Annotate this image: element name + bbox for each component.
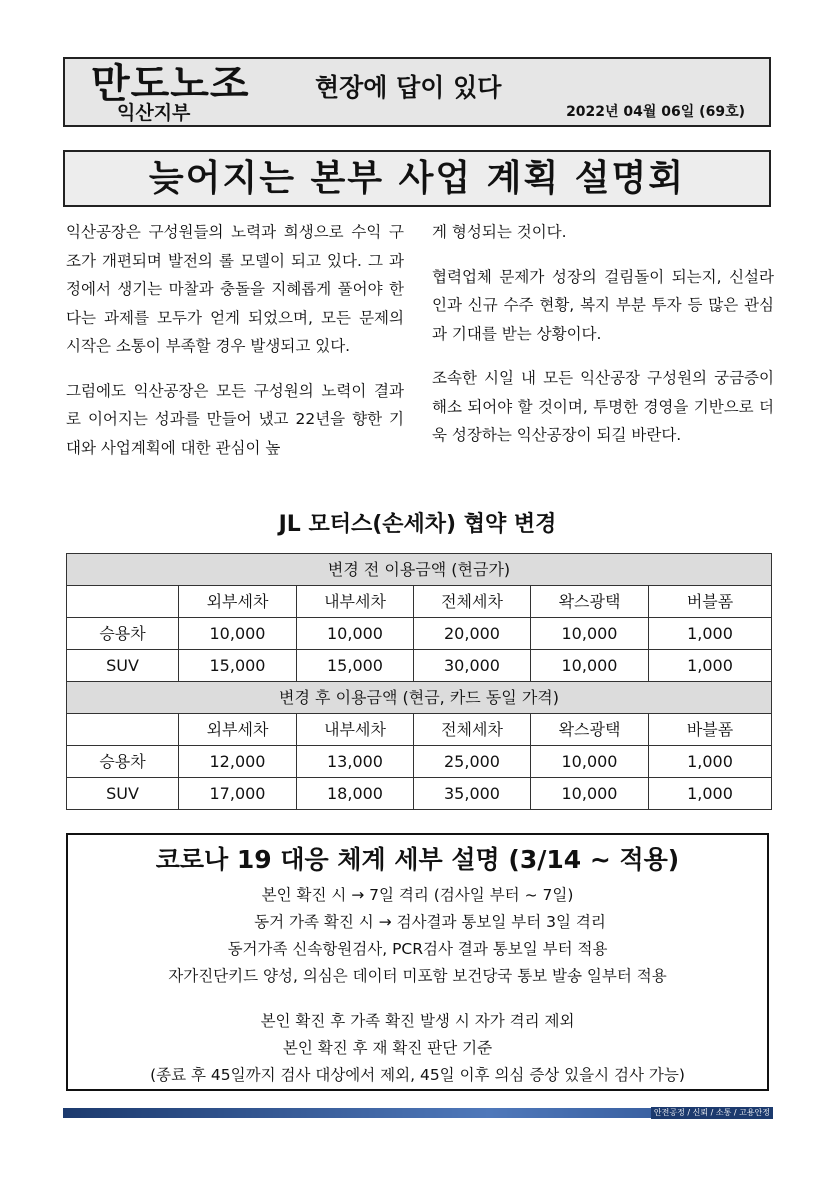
article-column-left [66, 218, 404, 478]
before-caption: 변경 전 이용금액 (현금가) [67, 554, 772, 586]
table-cell: 10,000 [531, 746, 649, 778]
corona-line: 동거 가족 확진 시 → 검사결과 통보일 부터 3일 격리 [254, 913, 606, 931]
table-cell: SUV [67, 778, 179, 810]
table-cell: 승용차 [67, 746, 179, 778]
table-cell: 10,000 [297, 618, 414, 650]
corona-line: 동거가족 신속항원검사, PCR검사 결과 통보일 부터 적용 [227, 940, 608, 958]
article-column-right [432, 218, 774, 466]
branch-name: 익산지부 [117, 102, 191, 124]
table-cell: 1,000 [649, 778, 772, 810]
table-cell: 10,000 [179, 618, 297, 650]
table-header-row [67, 714, 772, 746]
table-cell: 1,000 [649, 618, 772, 650]
table-cell: 12,000 [179, 746, 297, 778]
table-cell: 35,000 [414, 778, 531, 810]
corona-line: 본인 확진 후 재 확진 판단 기준 [282, 1039, 493, 1057]
article-paragraph: 그럼에도 익산공장은 모든 구성원의 노력이 결과로 이어지는 성과를 만들어 냈고 22년을 향한 기대와 사업계획에 대한 관심이 높 [66, 381, 404, 457]
table-cell: 10,000 [531, 650, 649, 682]
table-row [67, 778, 772, 810]
header-cell: 전체세차 [414, 586, 531, 618]
table-row [67, 650, 772, 682]
table-cell: 17,000 [179, 778, 297, 810]
union-name: 만도노조 [91, 61, 250, 107]
headline: 늦어지는 본부 사업 계획 설명회 [63, 150, 771, 207]
table-cell: 10,000 [531, 778, 649, 810]
masthead [63, 57, 771, 127]
header-cell: 왁스광택 [531, 714, 649, 746]
footer-motto: 안전공정 / 신뢰 / 소통 / 고용안정 [651, 1107, 773, 1119]
table-cell: 승용차 [67, 618, 179, 650]
table-cell: SUV [67, 650, 179, 682]
table-cell: 15,000 [297, 650, 414, 682]
header-cell: 내부세차 [297, 586, 414, 618]
table-section-title: JL 모터스(손세차) 협약 변경 [278, 512, 557, 537]
issue-date: 2022년 04월 06일 (69호) [566, 104, 745, 120]
table-cell: 1,000 [649, 746, 772, 778]
header-cell: 외부세차 [179, 714, 297, 746]
table-cell: 18,000 [297, 778, 414, 810]
corona-line: 자가진단키드 양성, 의심은 데이터 미포함 보건당국 통보 발송 일부터 적용 [168, 967, 667, 985]
header-cell [67, 586, 179, 618]
header-cell: 전체세차 [414, 714, 531, 746]
header-cell: 바블폼 [649, 714, 772, 746]
corona-line: 본인 확진 후 가족 확진 발생 시 자가 격리 제외 [260, 1012, 575, 1030]
slogan: 현장에 답이 있다 [315, 73, 502, 102]
header-cell: 내부세차 [297, 714, 414, 746]
table-cell: 20,000 [414, 618, 531, 650]
table-cell: 15,000 [179, 650, 297, 682]
corona-title: 코로나 19 대응 체계 세부 설명 (3/14 ~ 적용) [155, 845, 680, 874]
table-header-row [67, 586, 772, 618]
table-row [67, 746, 772, 778]
article-paragraph: 익산공장은 구성원들의 노력과 희생으로 수익 구조가 개편되며 발전의 롤 모델이 되고 있다. 그 과정에서 생기는 마찰과 충돌을 지혜롭게 풀어야 한다는 과제를 모두가 얻게 되었으며, 모든 문제의 시작은 소통이 부족할 경우 발생되고 있다. [66, 223, 404, 355]
table-cell: 25,000 [414, 746, 531, 778]
table-band-row [67, 682, 772, 714]
table-band-row [67, 554, 772, 586]
corona-line: (종료 후 45일까지 검사 대상에서 제외, 45일 이후 의심 증상 있을시 검사 가능) [150, 1066, 685, 1084]
table-cell: 1,000 [649, 650, 772, 682]
article-paragraph: 게 형성되는 것이다. [432, 223, 567, 241]
table-cell: 13,000 [297, 746, 414, 778]
article-paragraph: 조속한 시일 내 모든 익산공장 구성원의 궁금증이 해소 되어야 할 것이며, 투명한 경영을 기반으로 더욱 성장하는 익산공장이 되길 바란다. [432, 369, 774, 444]
car-wash-fee-table [66, 553, 772, 810]
after-caption: 변경 후 이용금액 (현금, 카드 동일 가격) [67, 682, 772, 714]
corona-line: 본인 확진 시 → 7일 격리 (검사일 부터 ~ 7일) [261, 886, 574, 904]
header-cell: 왁스광택 [531, 586, 649, 618]
table-cell: 10,000 [531, 618, 649, 650]
table-cell: 30,000 [414, 650, 531, 682]
header-cell: 버블폼 [649, 586, 772, 618]
article-paragraph: 협력업체 문제가 성장의 걸림돌이 되는지, 신설라인과 신규 수주 현황, 복지 부분 투자 등 많은 관심과 기대를 받는 상황이다. [432, 267, 774, 343]
header-cell: 외부세차 [179, 586, 297, 618]
corona-notice-box [66, 833, 769, 1091]
table-row [67, 618, 772, 650]
header-cell [67, 714, 179, 746]
